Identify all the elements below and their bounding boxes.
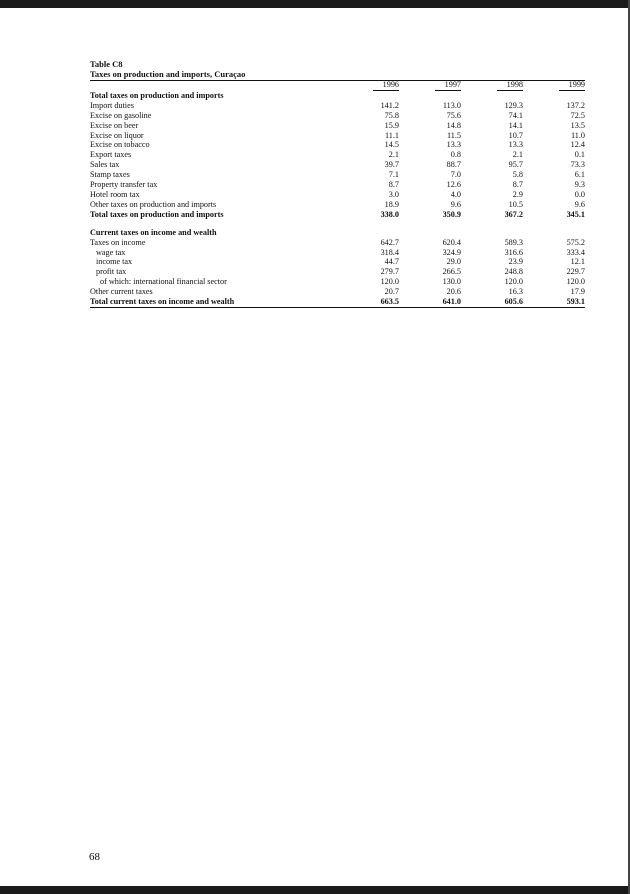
table-subtitle: Taxes on production and imports, Curaçao (90, 69, 246, 79)
table-row: Excise on liquor 11.1 11.5 10.7 11.0 (90, 130, 585, 140)
table-row: Other current taxes 20.7 20.6 16.3 17.9 (90, 287, 585, 297)
total-row: Total current taxes on income and wealth 663.5 641.0 605.6 593.1 (90, 297, 585, 307)
section-spacer (90, 220, 585, 228)
table-row: Excise on gasoline 75.8 75.6 74.1 72.5 (90, 110, 585, 120)
table-row: Import duties 141.2 113.0 129.3 137.2 (90, 100, 585, 110)
page-number: 68 (89, 851, 100, 863)
table-row: Taxes on income 642.7 620.4 589.3 575.2 (90, 237, 585, 247)
table-row: Hotel room tax 3.0 4.0 2.9 0.0 (90, 189, 585, 199)
table-row: Sales tax 39.7 88.7 95.7 73.3 (90, 160, 585, 170)
table-row: Excise on beer 15.9 14.8 14.1 13.5 (90, 120, 585, 130)
total-row: Total taxes on production and imports 338.0 350.9 367.2 345.1 (90, 209, 585, 219)
table-row: Property transfer tax 8.7 12.6 8.7 9.3 (90, 180, 585, 190)
year-header: 1997 (399, 80, 461, 91)
table-row: of which: international financial sector 120.0 130.0 120.0 120.0 (100, 277, 585, 287)
year-header-row (90, 80, 585, 91)
section-heading: Total taxes on production and imports (90, 90, 224, 100)
table-row: Export taxes 2.1 0.8 2.1 0.1 (90, 150, 585, 160)
year-header: 1999 (523, 80, 585, 91)
table-row: Excise on tobacco 14.5 13.3 13.3 12.4 (90, 140, 585, 150)
table-row: Other taxes on production and imports 18.9 9.6 10.5 9.6 (90, 199, 585, 209)
table-row: Stamp taxes 7.1 7.0 5.8 6.1 (90, 170, 585, 180)
year-header: 1996 (305, 80, 399, 91)
table-row: income tax 44.7 29.0 23.9 12.1 (96, 257, 585, 267)
table-title: Table C8 (90, 59, 123, 69)
top-border (0, 0, 630, 8)
year-header: 1998 (461, 80, 523, 91)
table-row: wage tax 318.4 324.9 316.6 333.4 (96, 247, 585, 257)
table-row: profit tax 279.7 266.5 248.8 229.7 (96, 267, 585, 277)
bottom-border (0, 886, 630, 894)
section-heading: Current taxes on income and wealth (90, 227, 217, 237)
tax-table (90, 80, 585, 308)
